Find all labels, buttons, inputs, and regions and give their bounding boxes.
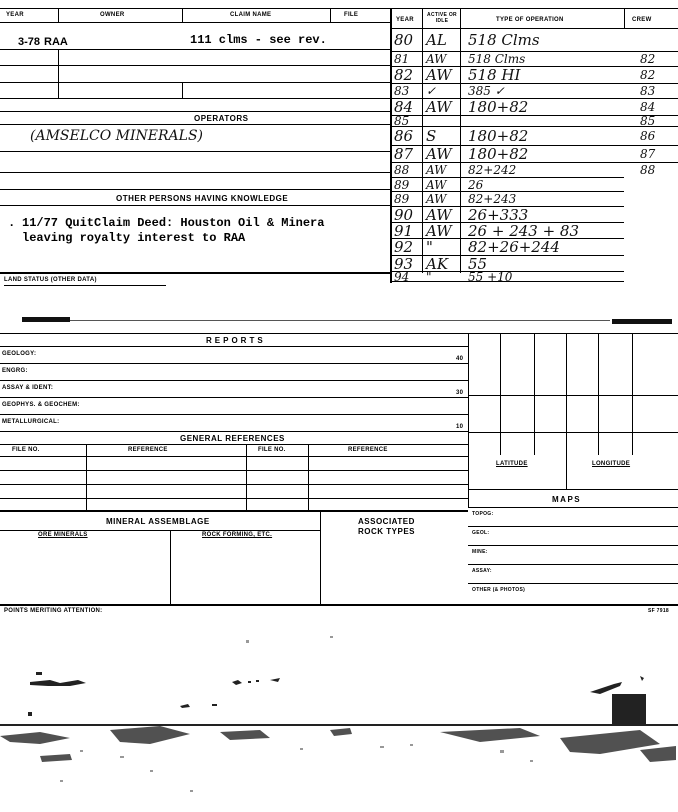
ops-type: 518 HI bbox=[468, 66, 521, 84]
gref-reference-2: REFERENCE bbox=[348, 447, 388, 453]
header-claim-name: CLAIM NAME bbox=[230, 12, 272, 18]
ops-crew: 82 bbox=[640, 52, 656, 66]
ops-active-idle: AW bbox=[426, 206, 452, 224]
ops-type: 55 +10 bbox=[468, 270, 513, 284]
other-persons-heading: OTHER PERSONS HAVING KNOWLEDGE bbox=[116, 194, 289, 203]
map-row-label: OTHER (& PHOTOS) bbox=[472, 587, 526, 593]
claim-name-value: 111 clms - see rev. bbox=[190, 33, 327, 47]
ops-active-idle: AW bbox=[426, 222, 452, 240]
ops-year: 92 bbox=[394, 238, 414, 256]
map-row-line bbox=[468, 545, 678, 546]
owner-name: RAA bbox=[44, 36, 68, 48]
ops-year: 91 bbox=[394, 222, 414, 240]
ops-year: 80 bbox=[394, 31, 414, 49]
report-row-line bbox=[0, 397, 468, 398]
ops-type: 26+333 bbox=[468, 206, 529, 224]
ops-header-crew: CREW bbox=[632, 17, 652, 23]
map-row-line bbox=[468, 564, 678, 565]
ops-active-idle: AW bbox=[426, 66, 452, 84]
form-number: SF 7918 bbox=[648, 608, 670, 614]
ops-type: 180+82 bbox=[468, 145, 529, 163]
mineral-assemblage-heading: MINERAL ASSEMBLAGE bbox=[106, 517, 210, 526]
report-row-label: ASSAY & IDENT: bbox=[2, 385, 54, 391]
ops-type: 82+242 bbox=[468, 163, 517, 177]
ops-year: 87 bbox=[394, 145, 414, 163]
owner-year: 3-78 bbox=[18, 36, 41, 48]
ops-active-idle: S bbox=[426, 127, 437, 145]
map-row-label: GEOL: bbox=[472, 530, 490, 536]
ops-year: 90 bbox=[394, 206, 414, 224]
ore-minerals-label: ORE MINERALS bbox=[38, 532, 88, 538]
ops-year: 89 bbox=[394, 178, 410, 192]
ops-active-idle: AW bbox=[426, 98, 452, 116]
ops-year: 94 bbox=[394, 270, 410, 284]
ops-year: 86 bbox=[394, 127, 414, 145]
ops-type: 82+243 bbox=[468, 192, 517, 206]
ops-type: 82+26+244 bbox=[468, 238, 560, 256]
map-row-label: MINE: bbox=[472, 549, 488, 555]
ops-year: 81 bbox=[394, 52, 410, 66]
scan-noise bbox=[0, 620, 678, 812]
ops-active-idle: ✓ bbox=[426, 84, 437, 98]
ops-year: 84 bbox=[394, 98, 414, 116]
points-meriting-attention-label: POINTS MERITING ATTENTION: bbox=[4, 608, 103, 614]
ops-crew: 82 bbox=[640, 68, 656, 82]
maps-heading: MAPS bbox=[552, 495, 582, 504]
header-year: YEAR bbox=[6, 12, 24, 18]
ops-crew: 83 bbox=[640, 84, 656, 98]
ops-crew: 88 bbox=[640, 163, 656, 177]
operators-heading: OPERATORS bbox=[194, 114, 249, 123]
ops-crew: 86 bbox=[640, 129, 656, 143]
header-file: FILE bbox=[344, 12, 359, 18]
ops-type: 26 bbox=[468, 178, 484, 192]
other-persons-line-1: 11/77 QuitClaim Deed: Houston Oil & Minera bbox=[22, 216, 325, 230]
longitude-label: LONGITUDE bbox=[592, 461, 631, 467]
ops-crew: 84 bbox=[640, 100, 656, 114]
land-status-label: LAND STATUS (OTHER DATA) bbox=[4, 277, 97, 283]
ops-year: 83 bbox=[394, 84, 410, 98]
report-row-number: 30 bbox=[456, 390, 464, 396]
gref-file-no: FILE NO. bbox=[12, 447, 40, 453]
map-row-line bbox=[468, 583, 678, 584]
rock-forming-label: ROCK FORMING, ETC. bbox=[202, 532, 273, 538]
ops-active-idle: " bbox=[426, 238, 433, 256]
ops-active-idle: AW bbox=[426, 178, 447, 192]
ops-active-idle: AK bbox=[426, 255, 449, 273]
gref-reference: REFERENCE bbox=[128, 447, 168, 453]
report-row-label: GEOPHYS. & GEOCHEM: bbox=[2, 402, 80, 408]
ops-type: 55 bbox=[468, 255, 488, 273]
report-row-label: METALLURGICAL: bbox=[2, 419, 60, 425]
ops-header-active-idle: ACTIVE OR IDLE bbox=[427, 12, 457, 24]
ops-year: 89 bbox=[394, 192, 410, 206]
ops-year: 82 bbox=[394, 66, 414, 84]
report-row-line bbox=[0, 380, 468, 381]
ops-year: 88 bbox=[394, 163, 410, 177]
general-references-heading: GENERAL REFERENCES bbox=[180, 434, 285, 443]
ops-header-type: TYPE OF OPERATION bbox=[496, 17, 564, 23]
ops-active-idle: AW bbox=[426, 163, 447, 177]
report-row-label: GEOLOGY: bbox=[2, 351, 37, 357]
ops-type: 26 + 243 + 83 bbox=[468, 222, 580, 240]
map-row-label: TOPOG: bbox=[472, 511, 494, 517]
claim-record-card: YEAR OWNER CLAIM NAME FILE 3-78 RAA 111 clms - see rev. OPERATORS (AMSELCO MINERALS) OTHER PERSONS HAVING KNOWLEDGE · 11/77 QuitClaim Deed: Houston Oil & Minera leaving royalty interest to RAA LAND STATUS (OTHER DATA) YEAR ACTIVE OR IDLE TYPE OF OPERATION CREW 80 AL 518 Clms 81 AW 518 Clms 82 82 AW 518 HI 82 83 ✓ 385 ✓ 83 84 AW 180+82 84 85 85 86 S 180+82 86 87 AW 180+82 87 88 AW 82+242 88 89 AW 26 89 AW 82+243 90 AW 26+333 91 AW 26 + 243 + 83 92 " 82+26+244 93 AK 55 94 " 55 +10 REPORTS GEOLOGY: 40 ENGRG: ASSAY & IDENT: 30 GEOPHYS. & GEOCHEM: METALLURGICAL: 10 GENERAL REFERENCES FILE NO. REFERENCE FILE NO. REFERENCE LATITUDE LONGITUDE MAPS TOPOG: GEOL: MINE: ASSAY: OTHER (& PHOTOS) MINERAL ASSEMBLAGE ORE MINERALS ROCK FORMING, ETC. ASSOCIATED ROCK TYPES POINTS MERITING ATTENTION: SF 7918 bbox=[0, 0, 678, 812]
ops-active-idle: AL bbox=[426, 31, 447, 49]
latitude-label: LATITUDE bbox=[496, 461, 528, 467]
operators-entry: (AMSELCO MINERALS) bbox=[30, 128, 203, 144]
rock-types-label: ROCK TYPES bbox=[358, 527, 416, 536]
reports-heading: REPORTS bbox=[206, 336, 266, 345]
ops-year: 93 bbox=[394, 255, 414, 273]
ops-active-idle: AW bbox=[426, 192, 447, 206]
ops-active-idle: AW bbox=[426, 52, 447, 66]
report-row-label: ENGRG: bbox=[2, 368, 28, 374]
other-persons-line-2: leaving royalty interest to RAA bbox=[22, 231, 246, 245]
gref-file-no-2: FILE NO. bbox=[258, 447, 286, 453]
ops-active-idle: " bbox=[426, 270, 432, 284]
report-row-number: 10 bbox=[456, 424, 464, 430]
map-row-line bbox=[468, 526, 678, 527]
ops-year: 85 bbox=[394, 114, 410, 128]
header-owner: OWNER bbox=[100, 12, 125, 18]
ops-type: 518 Clms bbox=[468, 52, 526, 66]
map-row-label: ASSAY: bbox=[472, 568, 492, 574]
report-row-line bbox=[0, 414, 468, 415]
ops-crew: 85 bbox=[640, 114, 656, 128]
ops-active-idle: AW bbox=[426, 145, 452, 163]
ops-type: 180+82 bbox=[468, 127, 529, 145]
report-row-number: 40 bbox=[456, 356, 464, 362]
ops-crew: 87 bbox=[640, 147, 656, 161]
ops-type: 385 ✓ bbox=[468, 84, 505, 98]
ops-header-year: YEAR bbox=[396, 17, 414, 23]
associated-label: ASSOCIATED bbox=[358, 517, 415, 526]
ops-type: 180+82 bbox=[468, 98, 529, 116]
ops-type: 518 Clms bbox=[468, 31, 540, 49]
report-row-line bbox=[0, 363, 468, 364]
